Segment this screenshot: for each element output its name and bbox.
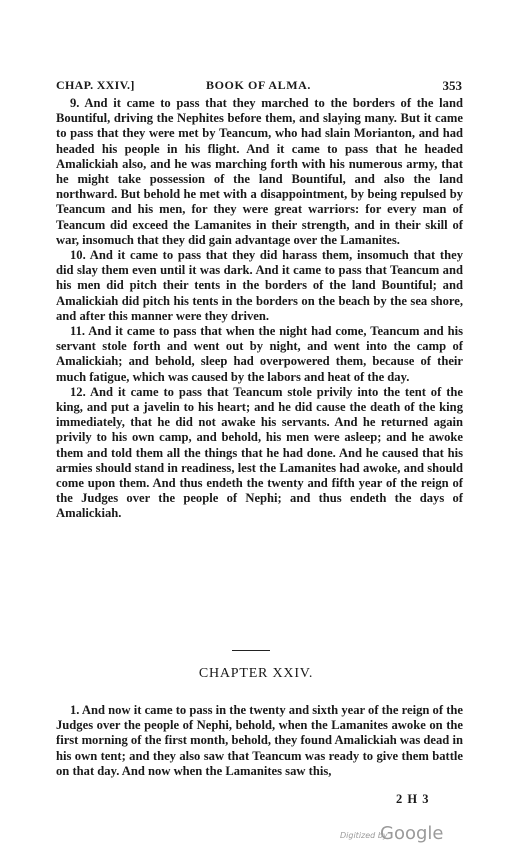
verse-paragraph: 12. And it came to pass that Teancum stole privily into the tent of the king, and put a javelin to his heart; and he did cause the death of the king immediately, that he did not awake his servants. And he returned again privily to his own camp, and behold, his men were asleep; and he awoke them and told them all the things that he had done. And he caused that his armies should stand in readiness, lest the Lamanites had awoke, and should come upon them. And thus endeth the twenty and fifth year of the reign of the Judges over the people of Nephi; and thus endeth the days of Amalickiah. <box>56 384 463 521</box>
book-title: BOOK OF ALMA. <box>206 78 312 92</box>
chapter-reference: CHAP. XXIV.] <box>56 78 135 92</box>
digitization-watermark <box>340 823 480 845</box>
page-number: 353 <box>442 78 462 93</box>
running-head <box>56 78 462 96</box>
verse-paragraph: 1. And now it came to pass in the twenty and sixth year of the reign of the Judges over the people of Nephi, behold, when the Lamanites awoke on the first morning of the first month, behold, they found Amalickiah was dead in his own tent; and they also saw that Teancum was ready to give them battle on that day. And now when the Lamanites saw this, <box>56 703 463 778</box>
section-divider <box>232 650 270 651</box>
verse-paragraph: 9. And it came to pass that they marched to the borders of the land Bountiful, driving the Nephites before them, and slaying many. But it came to pass that they were met by Teancum, who had slain Morianton, and had headed his people in his flight. And it came to pass that he headed Amalickiah also, and he was marching forth with his numerous army, that he might take possession of the land Bountiful, and also the land northward. But behold he met with a disappointment, by being repulsed by Teancum and his men, for they were great warriors: for every man of Teancum did exceed the Lamanites in their strength, and in their skill of war, insomuch that they did gain advantage over the Lamanites. <box>56 96 463 247</box>
verse-block <box>56 96 463 522</box>
verse-paragraph: 10. And it came to pass that they did harass them, insomuch that they did slay them even until it was dark. And it came to pass that Teancum and his men did pitch their tents in the borders of the land Bountiful; and Amalickiah did pitch his tents in the borders on the beach by the sea shore, and after this manner were they driven. <box>56 248 463 323</box>
verse-paragraph: 11. And it came to pass that when the night had come, Teancum and his servant stole forth and went out by night, and went into the camp of Amalickiah; and behold, sleep had overpowered them, because of their much fatigue, which was caused by the labors and heat of the day. <box>56 324 463 384</box>
watermark-prefix: Digitized by <box>340 831 388 840</box>
chapter-verse-block <box>56 703 463 779</box>
signature-mark: 2 H 3 <box>396 792 430 806</box>
chapter-heading: CHAPTER XXIV. <box>198 666 314 681</box>
google-logo: Google <box>380 823 444 844</box>
